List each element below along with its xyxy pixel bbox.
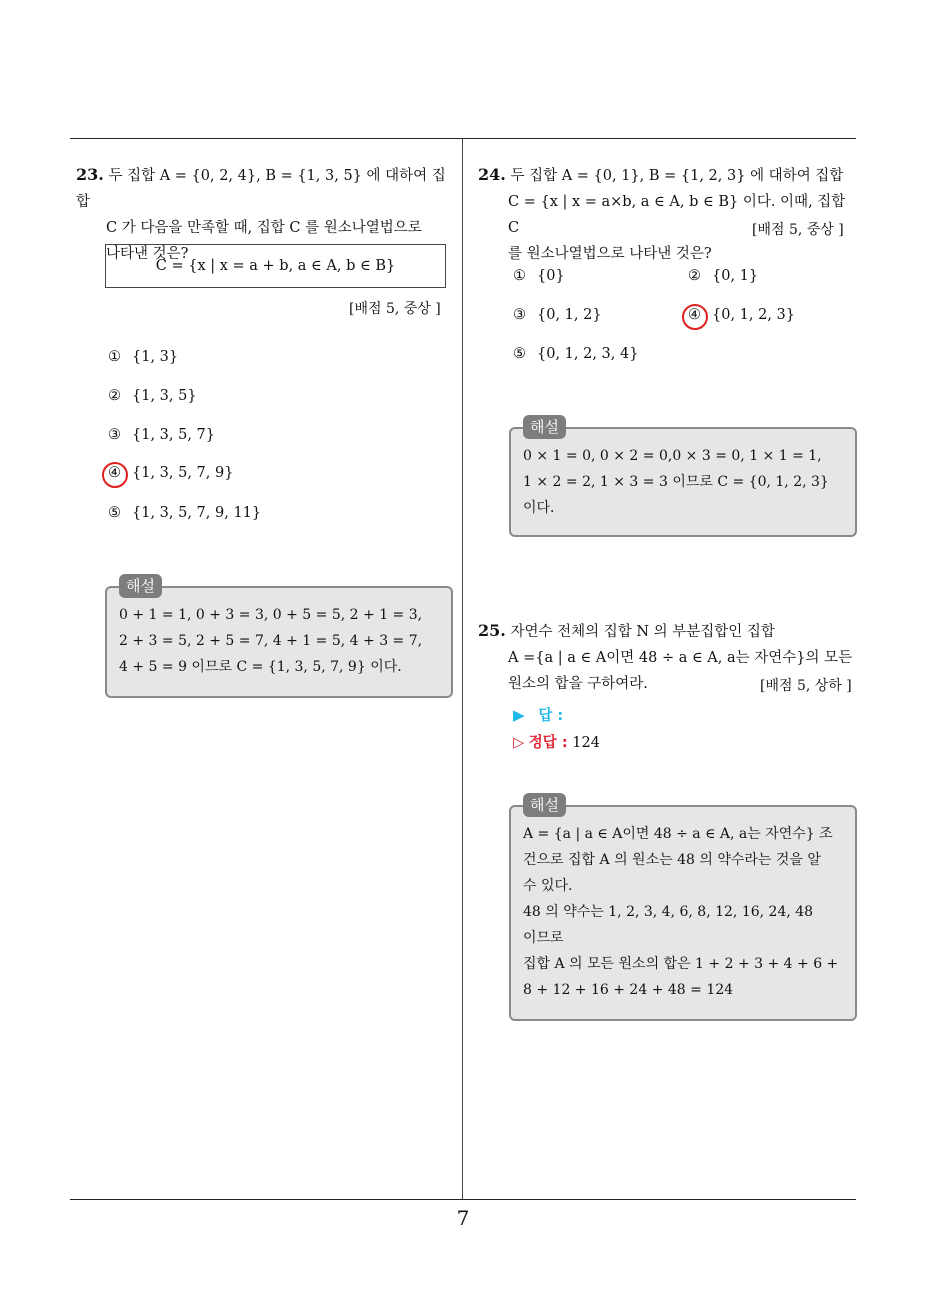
question-line: C 가 다음을 만족할 때, 집합 C 를 원소나열법으로 xyxy=(106,220,422,236)
solution-line: 0 × 1 = 0, 0 × 2 = 0,0 × 3 = 0, 1 × 1 = 1, xyxy=(523,448,822,464)
solution-line: 건으로 집합 A 의 원소는 48 의 약수라는 것을 알 xyxy=(523,852,821,868)
solution-line: 수 있다. xyxy=(523,878,573,894)
question-line: 자연수 전체의 집합 N 의 부분집합인 집합 xyxy=(510,624,775,640)
solution-line: 48 의 약수는 1, 2, 3, 4, 6, 8, 12, 16, 24, 48 xyxy=(523,904,814,920)
selected-circle-mark: ④ xyxy=(688,307,712,323)
solution-line: 4 + 5 = 9 이므로 C = {1, 3, 5, 7, 9} 이다. xyxy=(119,659,402,675)
selected-circle-mark: ④ xyxy=(108,465,132,481)
score-label: [배점 5, 중상 ] xyxy=(752,222,844,238)
solution-tag: 해설 xyxy=(119,574,162,598)
score-label: [배점 5, 중상 ] xyxy=(349,301,441,317)
option-2[interactable]: ② {0, 1} xyxy=(688,268,759,284)
condition-text: C = {x | x = a + b, a ∈ A, b ∈ B} xyxy=(155,258,396,274)
score-label: [배점 5, 상하 ] xyxy=(760,678,852,694)
solution-box xyxy=(509,418,857,537)
correct-answer-row xyxy=(513,731,600,752)
option-4-selected[interactable]: ④ {1, 3, 5, 7, 9} xyxy=(108,465,234,481)
bottom-rule xyxy=(70,1199,856,1200)
option-5[interactable]: ⑤ {1, 3, 5, 7, 9, 11} xyxy=(108,505,262,521)
question-line: A ={a | a ∈ A이면 48 ÷ a ∈ A, a는 자연수}의 모든 xyxy=(508,650,853,666)
page-number: 7 xyxy=(456,1206,470,1230)
option-1[interactable]: ① {1, 3} xyxy=(108,349,179,365)
question-line: C = {x | x = a×b, a ∈ A, b ∈ B} 이다. 이때, 집합 C xyxy=(508,194,846,236)
solution-line: 이므로 xyxy=(523,930,564,946)
question-line: 원소의 합을 구하여라. xyxy=(508,676,648,692)
solution-line: 이다. xyxy=(523,500,555,516)
question-24 xyxy=(478,162,858,267)
solution-box xyxy=(105,577,453,698)
column-divider xyxy=(462,139,463,1200)
question-number: 23. xyxy=(76,165,104,184)
condition-box xyxy=(105,244,446,288)
solution-line: 0 + 1 = 1, 0 + 3 = 3, 0 + 5 = 5, 2 + 1 = 3, xyxy=(119,607,423,623)
question-line: 두 집합 A = {0, 2, 4}, B = {1, 3, 5} 에 대하여 집합 xyxy=(76,168,446,210)
option-3[interactable]: ③ {0, 1, 2} xyxy=(513,307,602,323)
top-rule xyxy=(70,138,856,139)
solution-line: 8 + 12 + 16 + 24 + 48 = 124 xyxy=(523,982,734,998)
answer-label: 답 : xyxy=(538,708,564,724)
question-line: 나타낸 것은? xyxy=(106,246,189,262)
correct-label: 정답 : xyxy=(528,735,568,751)
solution-line: A = {a | a ∈ A이면 48 ÷ a ∈ A, a는 자연수} 조 xyxy=(523,826,833,842)
solution-tag: 해설 xyxy=(523,793,566,817)
question-number: 25. xyxy=(478,621,506,640)
option-3[interactable]: ③ {1, 3, 5, 7} xyxy=(108,427,216,443)
answer-arrow-icon: ▶ xyxy=(513,706,525,724)
option-1[interactable]: ① {0} xyxy=(513,268,565,284)
option-4-selected[interactable]: ④ {0, 1, 2, 3} xyxy=(688,307,796,323)
option-2[interactable]: ② {1, 3, 5} xyxy=(108,388,197,404)
question-number: 24. xyxy=(478,165,506,184)
correct-arrow-icon: ▷ xyxy=(513,735,525,751)
solution-box xyxy=(509,796,857,1021)
solution-tag: 해설 xyxy=(523,415,566,439)
solution-line: 1 × 2 = 2, 1 × 3 = 3 이므로 C = {0, 1, 2, 3} xyxy=(523,474,829,490)
solution-line: 2 + 3 = 5, 2 + 5 = 7, 4 + 1 = 5, 4 + 3 = 7, xyxy=(119,633,423,649)
question-line: 를 원소나열법으로 나타낸 것은? xyxy=(508,246,712,262)
option-5[interactable]: ⑤ {0, 1, 2, 3, 4} xyxy=(513,346,639,362)
solution-line: 집합 A 의 모든 원소의 합은 1 + 2 + 3 + 4 + 6 + xyxy=(523,956,839,972)
question-line: 두 집합 A = {0, 1}, B = {1, 2, 3} 에 대하여 집합 xyxy=(510,168,844,184)
correct-value: 124 xyxy=(572,735,600,751)
answer-row[interactable] xyxy=(513,704,563,725)
